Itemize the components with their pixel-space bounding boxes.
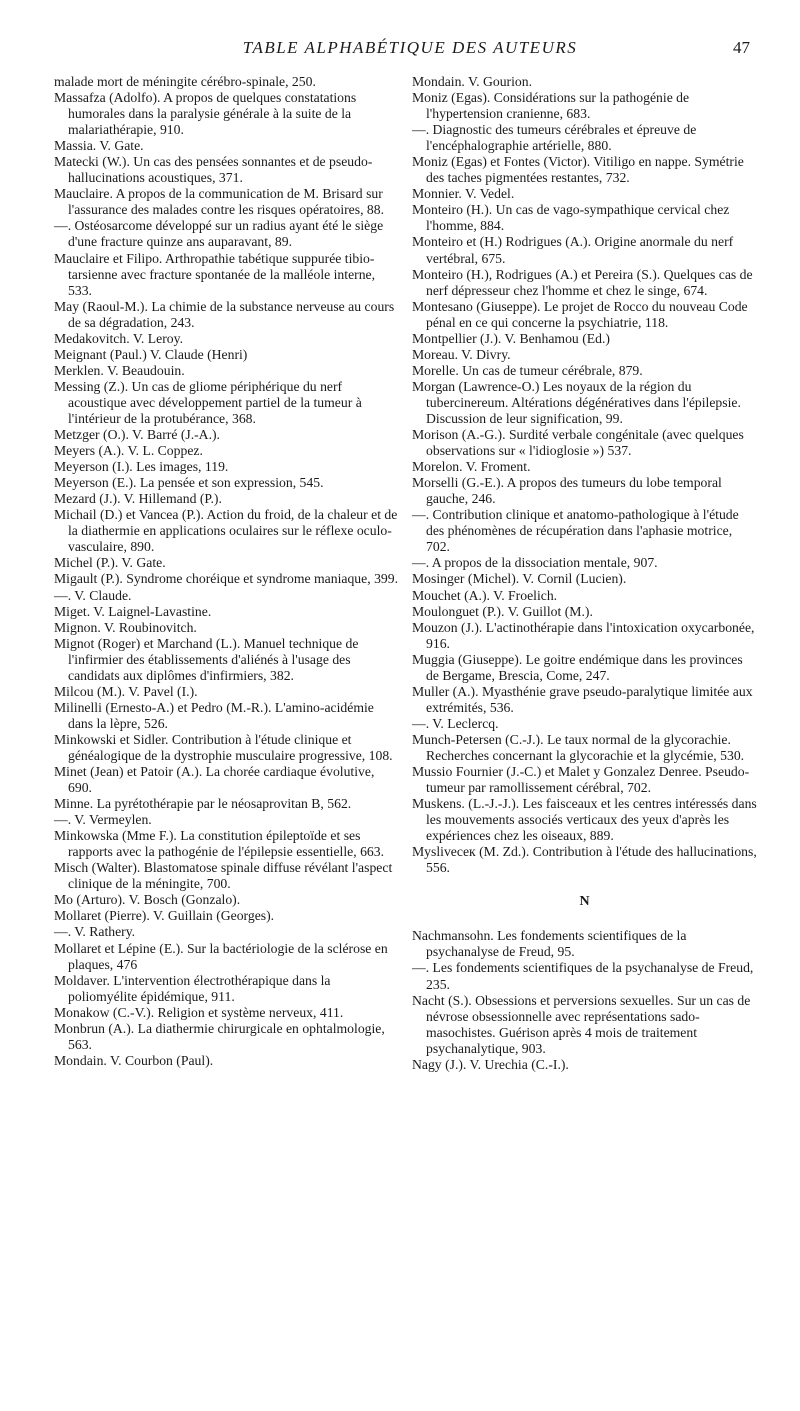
index-entry: Monbrun (A.). La diathermie chirurgicale en ophtalmologie, 563. <box>54 1020 385 1052</box>
index-entry: —. Les fondements scientifiques de la psychanalyse de Freud, 235. <box>412 960 754 992</box>
index-entry: Nagy (J.). V. Urechia (C.-I.). <box>412 1056 569 1072</box>
index-entry: Moldaver. L'intervention électrothérapique dans la poliomyélite épidémique, 911. <box>54 972 331 1004</box>
index-entry: Michel (P.). V. Gate. <box>54 555 166 571</box>
index-entry: Minet (Jean) et Patoir (A.). La chorée cardiaque évolutive, 690. <box>54 764 375 796</box>
index-entry: Mondain. V. Gourion. <box>412 74 533 89</box>
index-entry: Muggia (Giuseppe). Le goitre endémique dans les provinces de Bergame, Brescia, Come, 247. <box>412 651 743 683</box>
index-entry: Mezard (J.). V. Hillemand (P.). <box>54 491 222 507</box>
index-entry: Mouchet (A.). V. Froelich. <box>412 587 558 603</box>
index-entry: Meyerson (E.). La pensée et son expression, 545. <box>54 475 324 491</box>
index-entry: Nacht (S.). Obsessions et perversions sexuelles. Sur un cas de névrose obsessionnelle avec représentations sado-masochistes. Guérison après 4 mois de traitement psychanalytique, 903. <box>412 992 751 1056</box>
index-entry: Monteiro et (H.) Rodrigues (A.). Origine anormale du nerf vertébral, 675. <box>412 234 734 266</box>
index-entry: —. V. Vermeylen. <box>54 812 152 828</box>
index-entry: —. Diagnostic des tumeurs cérébrales et épreuve de l'encéphalographie artérielle, 880. <box>412 122 697 154</box>
index-entry: Mondain. V. Courbon (Paul). <box>54 1052 214 1068</box>
index-entry: Matecki (W.). Un cas des pensées sonnantes et de pseudo-hallucinations acoustiques, 371. <box>54 154 373 186</box>
index-entry: —. V. Rathery. <box>54 924 136 940</box>
index-entry: Mignon. V. Roubinovitch. <box>54 619 197 635</box>
index-entry: Moniz (Egas). Considérations sur la pathogénie de l'hypertension cranienne, 683. <box>412 90 690 122</box>
index-entry: Migault (P.). Syndrome choréique et syndrome maniaque, 399. <box>54 571 399 587</box>
index-entry: Moulonguet (P.). V. Guillot (M.). <box>412 603 593 619</box>
index-entry: Monakow (C.-V.). Religion et système nerveux, 411. <box>54 1004 344 1020</box>
index-entry: Minkowski et Sidler. Contribution à l'étude clinique et généalogique de la dystrophie musculaire progressive, 108. <box>54 731 393 763</box>
index-entry: Morelle. Un cas de tumeur cérébrale, 879. <box>412 362 643 378</box>
index-entry: Mysliveceк (M. Zd.). Contribution à l'étude des hallucinations, 556. <box>412 844 757 876</box>
index-entry: Mouzon (J.). L'actinothérapie dans l'intoxication oxycarbonée, 916. <box>412 619 755 651</box>
index-entry: —. V. Claude. <box>54 587 132 603</box>
index-entry: Monteiro (H.). Un cas de vago-sympathique cervical chez l'homme, 884. <box>412 202 730 234</box>
index-entry: Mauclaire. A propos de la communication de M. Brisard sur l'assurance des malades contre les risques opératoires, 88. <box>54 186 385 218</box>
index-entry: Muskens. (L.-J.-J.). Les faisceaux et les centres intéressés dans les mouvements associés verticaux des yeux d'après les expériences chez les oiseaux, 889. <box>412 796 757 844</box>
index-entry: Morselli (G.-E.). A propos des tumeurs du lobe temporal gauche, 246. <box>412 475 722 507</box>
index-entry: Montesano (Giuseppe). Le projet de Rocco du nouveau Code pénal en ce qui concerne la psychiatrie, 118. <box>412 298 748 330</box>
index-entry: —. A propos de la dissociation mentale, 907. <box>412 555 658 571</box>
index-entry: Meyerson (I.). Les images, 119. <box>54 459 229 475</box>
index-entry: —. Contribution clinique et anatomo-pathologique à l'étude des phénomènes de récupération dans l'aphasie motrice, 702. <box>412 507 739 555</box>
index-entry: Milcou (M.). V. Pavel (I.). <box>54 683 198 699</box>
index-entry: Milinelli (Ernesto-A.) et Pedro (M.-R.). L'amino-acidémie dans la lèpre, 526. <box>54 699 374 731</box>
section-heading-n: N <box>579 894 590 910</box>
index-entry: Massafza (Adolfo). A propos de quelques constatations humorales dans la paralysie générale à la suite de la malariathérapie, 910. <box>54 90 357 138</box>
index-entry: Mosinger (Michel). V. Cornil (Lucien). <box>412 571 627 587</box>
index-entry: Mussio Fournier (J.-C.) et Malet y Gonzalez Denree. Pseudo-tumeur par ramollissement cérébral, 702. <box>412 764 750 796</box>
index-entry: —. Ostéosarcome développé sur un radius ayant été le siège d'une fracture quinze ans auparavant, 89. <box>54 218 384 250</box>
index-entry: Minkowska (Mme F.). La constitution épileptoïde et ses rapports avec la pathogénie de l'épilepsie essentielle, 663. <box>54 828 385 860</box>
index-entry: Meyers (A.). V. L. Coppez. <box>54 443 203 459</box>
index-entry: Merklen. V. Beaudouin. <box>54 362 185 378</box>
index-entry: Morelon. V. Froment. <box>412 459 531 475</box>
index-entry: Meignant (Paul.) V. Claude (Henri) <box>54 346 248 362</box>
index-entry: Montpellier (J.). V. Benhamou (Ed.) <box>412 330 610 346</box>
index-entry: Morison (A.-G.). Surdité verbale congénitale (avec quelques observations sur « l'idioglosie ») 537. <box>412 427 744 459</box>
index-entry: Morgan (Lawrence-O.) Les noyaux de la région du tubercinereum. Altérations dégénératives dans l'épilepsie. Discussion de leur signification, 99. <box>412 378 741 426</box>
index-entry: Massia. V. Gate. <box>54 138 144 154</box>
index-entry: Moniz (Egas) et Fontes (Victor). Vitiligo en nappe. Symétrie des taches pigmentées restantes, 732. <box>412 154 744 186</box>
index-entry: Munch-Petersen (C.-J.). Le taux normal de la glycorachie. Recherches concernant la glycorachie et la glycémie, 530. <box>412 731 745 763</box>
page-header <box>70 38 750 62</box>
index-entry: Mauclaire et Filipo. Arthropathie tabétique suppurée tibio-tarsienne avec fracture spontanée de la malléole interne, 533. <box>54 250 376 298</box>
index-entry: Michail (D.) et Vancea (P.). Action du froid, de la chaleur et de la diathermie en applications oculaires sur le réflexe oculo-vasculaire, 890. <box>54 507 398 555</box>
index-entry: Miget. V. Laignel-Lavastine. <box>54 603 212 619</box>
right-column <box>412 74 757 1073</box>
index-entry: Moreau. V. Divry. <box>412 346 511 362</box>
index-entry: Mignot (Roger) et Marchand (L.). Manuel technique de l'infirmier des établissements d'aliénés à l'usage des candidats aux diplômes d'infirmiers, 382. <box>54 635 359 683</box>
index-entry: Monnier. V. Vedel. <box>412 186 515 202</box>
index-entry: malade mort de méningite cérébro-spinale, 250. <box>54 74 316 89</box>
index-entry: Messing (Z.). Un cas de gliome périphérique du nerf acoustique avec développement partiel de la tumeur à l'intérieur de la protubérance, 368. <box>54 378 362 426</box>
running-title: TABLE ALPHABÉTIQUE DES AUTEURS <box>242 38 578 57</box>
index-entry: Mollaret (Pierre). V. Guillain (Georges). <box>54 908 275 924</box>
index-entry: Metzger (O.). V. Barré (J.-A.). <box>54 427 220 443</box>
index-entry: —. V. Leclercq. <box>412 715 499 731</box>
index-entry: May (Raoul-M.). La chimie de la substance nerveuse au cours de sa dégradation, 243. <box>54 298 395 330</box>
index-entry: Minne. La pyrétothérapie par le néosaprovitan B, 562. <box>54 796 352 812</box>
index-entry: Monteiro (H.), Rodrigues (A.) et Pereira (S.). Quelques cas de nerf dépresseur chez l'homme et chez le singe, 674. <box>412 266 753 298</box>
index-entry: Medakovitch. V. Leroy. <box>54 330 183 346</box>
index-entry: Nachmansohn. Les fondements scientifiques de la psychanalyse de Freud, 95. <box>412 928 687 960</box>
index-entry: Mollaret et Lépine (E.). Sur la bactériologie de la sclérose en plaques, 476 <box>54 940 388 972</box>
left-column <box>54 74 399 1069</box>
index-entry: Misch (Walter). Blastomatose spinale diffuse révélant l'aspect clinique de la méningite, 700. <box>54 860 393 892</box>
index-entry: Muller (A.). Myasthénie grave pseudo-paralytique limitée aux extrémités, 536. <box>412 683 753 715</box>
page-number: 47 <box>733 38 750 57</box>
index-entry: Mo (Arturo). V. Bosch (Gonzalo). <box>54 892 241 908</box>
